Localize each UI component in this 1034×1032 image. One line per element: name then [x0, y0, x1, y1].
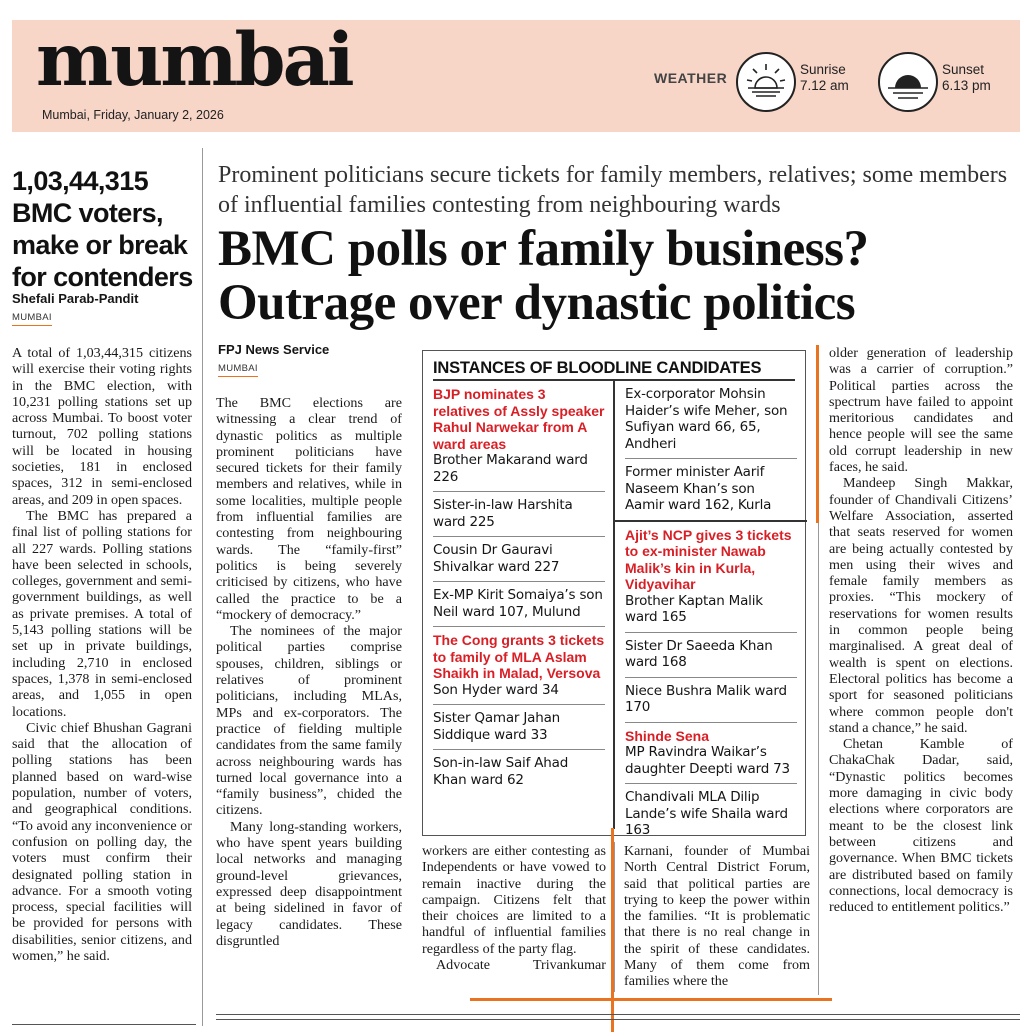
box-item: Sister-in-law Harshita ward 225 [433, 497, 573, 530]
box-item: Son Hyder ward 34 [433, 681, 559, 698]
sunset-time: 6.13 pm [942, 78, 991, 93]
paragraph: Advocate Trivankumar [436, 957, 606, 974]
box-item: Chandivali MLA Dilip Lande’s wife Shaila ward 163 [625, 789, 788, 838]
box-separator [625, 677, 797, 678]
sunrise-time: 7.12 am [800, 78, 849, 93]
box-separator [433, 749, 605, 750]
paragraph: Many long-standing workers, who have spent years building local networks and managing ground-level grievances, expressed deep disappointment at being sidelined in favor of legacy candidates. These disgruntled [216, 818, 402, 949]
column-rule [614, 842, 615, 992]
box-item: Sister Qamar Jahan Siddique ward 33 [433, 710, 560, 743]
box-separator [625, 632, 797, 633]
sunrise-block [800, 62, 849, 94]
sunset-icon [878, 52, 938, 112]
paragraph: workers are either contesting as Independents or have vowed to remain inactive during the campaign. Citizens felt that their choices are limited to a handful of influential families regardless of the party flag. [422, 843, 606, 957]
masthead [12, 17, 1020, 132]
box-item: Niece Bushra Malik ward 170 [625, 682, 787, 715]
box-item: Cousin Dr Gauravi Shivalkar ward 227 [433, 542, 560, 575]
box-item: Sister Dr Saeeda Khan ward 168 [625, 637, 773, 670]
box-item: Son-in-law Saif Ahad Khan ward 62 [433, 755, 569, 788]
headline-line: BMC voters, [12, 198, 163, 228]
side-story-body [12, 345, 192, 964]
headline-line: BMC polls or family business? [218, 221, 869, 277]
main-column-2 [216, 395, 402, 949]
dateline: Mumbai, Friday, January 2, 2026 [42, 108, 224, 122]
paragraph: Mandeep Singh Makkar, founder of Chandivali Citizens’ Welfare Association, asserted that seats reserved for women are being actually contested by men using their wives and female family members as proxies. “This mockery of reservations for women results in common people being marginalised. A great deal of wealth is spent on elections. Electoral politics has become a sport for seasoned politicians where common people don't stand a chance,” he said. [829, 475, 1013, 736]
weather-label: WEATHER [654, 70, 728, 86]
sunrise-label: Sunrise [800, 62, 846, 77]
bjp-heading: BJP nominates 3 relatives of Assly speaker Rahul Narwekar from A ward areas [433, 386, 605, 452]
box-title: INSTANCES OF BLOODLINE CANDIDATES [433, 359, 762, 377]
sunrise-icon [736, 52, 796, 112]
side-story-byline: Shefali Parab-Pandit [12, 291, 139, 306]
highlight-mark [470, 998, 832, 1001]
highlight-mark [816, 345, 819, 523]
box-item: Brother Makarand ward 226 [433, 452, 588, 485]
main-column-4 [624, 843, 810, 990]
sunset-block [942, 62, 991, 94]
ncp-heading: Ajit’s NCP gives 3 tickets to ex-minister Nawab Malik’s kin in Kurla, Vidyavihar [625, 526, 792, 592]
column-rule [202, 148, 203, 1026]
paragraph: Civic chief Bhushan Gagrani said that the allocation of polling stations has been planned based on ward-wise population, number of voters, and geographical conditions. “To avoid any inconvenience or confusion on polling day, the voters must confirm their designated polling station in advance. For a smooth voting process, special facilities will be provided for persons with disabilities, senior citizens, and women,” he said. [12, 719, 192, 964]
sena-heading: Shinde Sena [625, 727, 710, 744]
box-separator [625, 722, 797, 723]
masthead-title: mumbai [36, 17, 352, 103]
box-item: Ex-corporator Mohsin Haider’s wife Meher, son Sufiyan ward 66, 65, Andheri [625, 386, 788, 452]
box-divider [613, 381, 615, 829]
paragraph: A total of 1,03,44,315 citizens will exercise their voting rights in the BMC election, with 10,231 polling stations set up across Mumbai. To boost voter turnout, 702 polling stations will be located in housing societies, 181 in enclosed spaces, 312 in semi-enclosed areas, and 209 in open spaces. [12, 345, 192, 508]
box-separator [433, 704, 605, 705]
box-separator [433, 626, 605, 627]
paragraph: The BMC elections are witnessing a clear trend of dynastic politics as multiple prominent politicians have secured tickets for their family members and relatives, while in some localities, multiple people from influential families are contesting from neighbouring wards. The “family-first” politics is being severely criticised by citizens, who have called the practice to be a “mockery of democracy.” [216, 395, 402, 623]
box-left-column [433, 386, 605, 788]
cong-heading: The Cong grants 3 tickets to family of MLA Aslam Shaikh in Malad, Versova [433, 632, 605, 681]
main-tag: MUMBAI [218, 363, 258, 377]
paragraph: The BMC has prepared a final list of polling stations for all 227 wards. Polling stations have been selected in schools, colleges, government and semi-government buildings, as well as private premises. A total of 5,143 polling stations will be set up in private buildings, including 2,710 in enclosed spaces, 1,378 in semi-enclosed areas, and 1,055 in open locations. [12, 507, 192, 720]
bottom-rule [216, 1014, 1020, 1015]
side-story-headline [12, 165, 202, 293]
box-separator [625, 458, 797, 459]
main-headline [218, 222, 1018, 330]
box-separator [433, 536, 605, 537]
box-separator [433, 581, 605, 582]
box-right-column [625, 386, 797, 839]
main-kicker: Prominent politicians secure tickets for family members, relatives; some members of influential families contesting from neighbouring wards [218, 162, 1008, 218]
main-byline: FPJ News Service [218, 342, 330, 357]
headline-line: Outrage over dynastic politics [218, 275, 856, 331]
sunset-label: Sunset [942, 62, 985, 77]
highlight-mark [611, 828, 614, 1032]
paragraph: Karnani, founder of Mumbai North Central District Forum, said that political parties are trying to keep the power within the families. “It is problematic that there is no real change in the spirit of these candidates. Many of them come from families where the [624, 843, 810, 990]
paragraph: older generation of leadership was a carrier of corruption.” Political parties across the spectrum have failed to appoint meritorious candidates and hence people will see the same old corrupt leadership in new faces, he said. [829, 345, 1013, 476]
box-item: Ex-MP Kirit Somaiya’s son Neil ward 107, Mulund [433, 587, 603, 620]
side-story-tag: MUMBAI [12, 312, 52, 326]
paragraph: The nominees of the major political parties comprise spouses, children, siblings or relatives of prominent politicians, including MLAs, MPs and ex-corporators. The practice of fielding multiple candidates from the same family across neighbouring wards has turned local governance into a “family business”, chided the citizens. [216, 623, 402, 819]
bloodline-candidates-box [422, 350, 806, 836]
box-item: Brother Kaptan Malik ward 165 [625, 592, 763, 625]
box-item: MP Ravindra Waikar’s daughter Deepti ward 73 [625, 744, 790, 777]
bottom-rule [216, 1019, 1020, 1020]
paragraph: Chetan Kamble of ChakaChak Dadar, said, “Dynastic politics becomes more damaging in civic body elections where corporators are meant to be the closest link between citizens and governance. When BMC tickets are distributed based on family connections, local democracy is reduced to entitlement politics.” [829, 736, 1013, 916]
box-separator [625, 783, 797, 784]
main-column-3 [422, 843, 606, 973]
headline-line: make or break [12, 230, 188, 260]
headline-line: for contenders [12, 262, 193, 292]
box-separator [433, 491, 605, 492]
box-item: Former minister Aarif Naseem Khan’s son Aamir ward 162, Kurla [625, 464, 772, 513]
bottom-rule [12, 1024, 196, 1025]
headline-line: 1,03,44,315 [12, 166, 149, 196]
main-column-5 [829, 345, 1013, 915]
box-section-rule [615, 520, 807, 522]
